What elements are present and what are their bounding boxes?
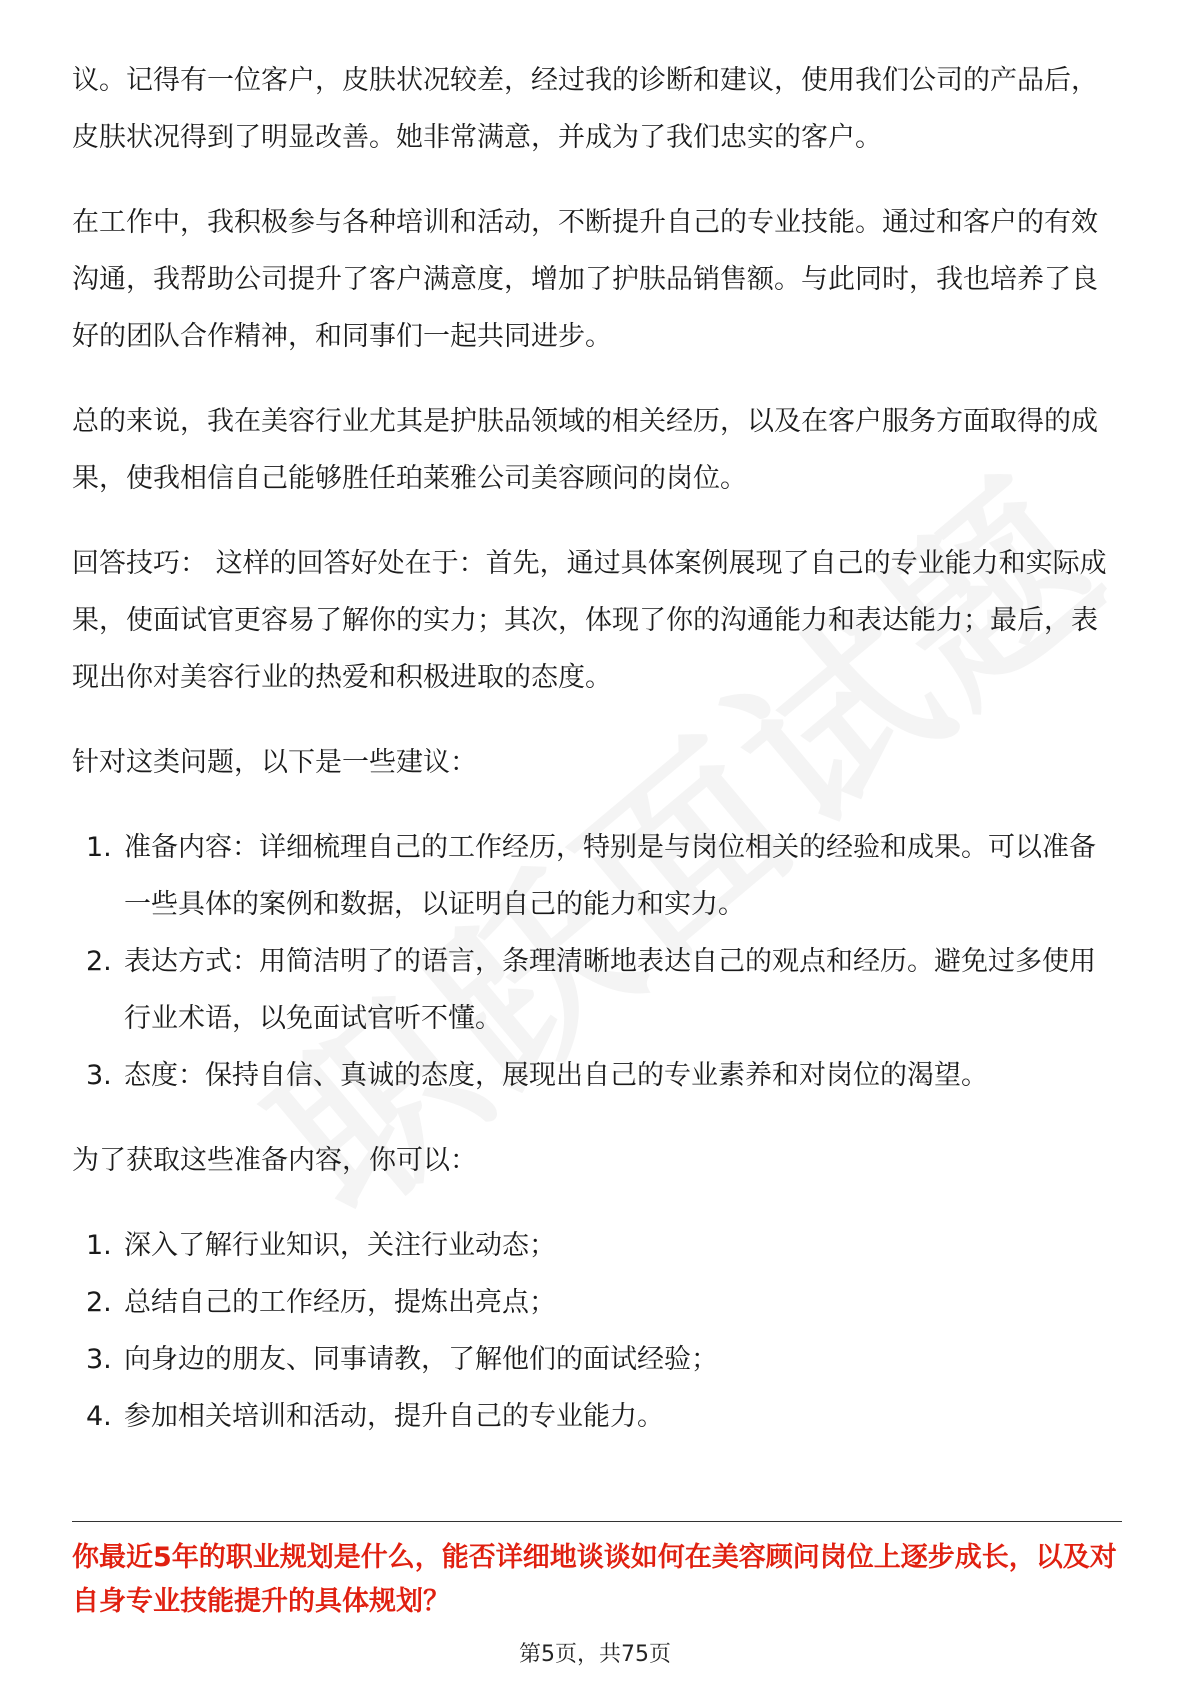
list-number: 1. <box>86 1230 112 1261</box>
list-item-text: 表达方式：用简洁明了的语言，条理清晰地表达自己的观点和经历。避免过多使用行业术语，以免面试官听不懂。 <box>124 946 1096 1034</box>
list-item <box>72 933 1122 1047</box>
list-item-text: 参加相关培训和活动，提升自己的专业能力。 <box>124 1401 664 1432</box>
document-body <box>72 52 1122 1473</box>
list-item <box>72 1274 1122 1331</box>
paragraph: 在工作中，我积极参与各种培训和活动，不断提升自己的专业技能。通过和客户的有效沟通，我帮助公司提升了客户满意度，增加了护肤品销售额。与此同时，我也培养了良好的团队合作精神，和同事们一起共同进步。 <box>72 207 1098 352</box>
list-item-text: 深入了解行业知识，关注行业动态； <box>124 1230 556 1261</box>
paragraph: 总的来说，我在美容行业尤其是护肤品领域的相关经历，以及在客户服务方面取得的成果，使我相信自己能够胜任珀莱雅公司美容顾问的岗位。 <box>72 406 1098 494</box>
list-item-text: 向身边的朋友、同事请教，了解他们的面试经验； <box>124 1344 718 1375</box>
advice-intro: 针对这类问题，以下是一些建议： <box>72 747 477 778</box>
list-number: 3. <box>86 1060 112 1091</box>
list-item <box>72 819 1122 933</box>
section-divider <box>72 1521 1122 1522</box>
prep-intro: 为了获取这些准备内容，你可以： <box>72 1145 477 1176</box>
next-question-heading: 你最近5年的职业规划是什么，能否详细地谈谈如何在美容顾问岗位上逐步成长，以及对自身专业技能提升的具体规划？ <box>72 1542 1117 1617</box>
list-item-text: 态度：保持自信、真诚的态度，展现出自己的专业素养和对岗位的渴望。 <box>124 1060 988 1091</box>
list-item <box>72 1331 1122 1388</box>
list-item-text: 总结自己的工作经历，提炼出亮点； <box>124 1287 556 1318</box>
list-item <box>72 1388 1122 1445</box>
paragraph: 议。记得有一位客户，皮肤状况较差，经过我的诊断和建议，使用我们公司的产品后，皮肤状况得到了明显改善。她非常满意，并成为了我们忠实的客户。 <box>72 65 1098 153</box>
prep-list <box>72 1217 1122 1445</box>
list-number: 3. <box>86 1344 112 1375</box>
page-number-footer: 第5页，共75页 <box>519 1642 671 1667</box>
list-item <box>72 1217 1122 1274</box>
list-item <box>72 1047 1122 1104</box>
list-number: 2. <box>86 946 112 977</box>
list-number: 2. <box>86 1287 112 1318</box>
answer-tips-paragraph: 回答技巧： 这样的回答好处在于：首先，通过具体案例展现了自己的专业能力和实际成果，使面试官更容易了解你的实力；其次，体现了你的沟通能力和表达能力；最后，表现出你对美容行业的热爱和积极进取的态度。 <box>72 548 1107 693</box>
list-number: 1. <box>86 832 112 863</box>
advice-list <box>72 819 1122 1104</box>
list-item-text: 准备内容：详细梳理自己的工作经历，特别是与岗位相关的经验和成果。可以准备一些具体的案例和数据，以证明自己的能力和实力。 <box>124 832 1096 920</box>
list-number: 4. <box>86 1401 112 1432</box>
